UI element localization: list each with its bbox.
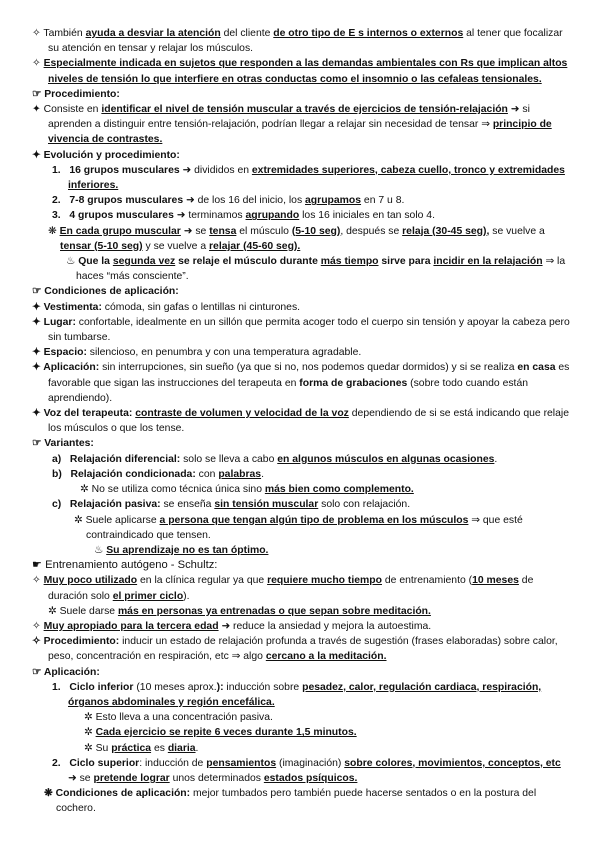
list-item-4-grupos — [42, 208, 570, 223]
item-number: 2. — [52, 195, 61, 207]
note-cada-ejercicio — [32, 725, 570, 740]
heading-evolucion: ✦ Evolución y procedimiento: — [32, 149, 180, 161]
text: (10 meses aprox. — [133, 681, 217, 693]
text: ✦ Voz del terapeuta: — [32, 408, 133, 420]
text: relaja (30-45 seg), — [402, 225, 490, 237]
text: ❋ — [48, 225, 60, 237]
text: . — [494, 453, 498, 465]
text: ✦ Vestimenta: — [32, 301, 102, 313]
text: . — [195, 742, 199, 754]
text: de duración solo — [48, 575, 534, 602]
text: y se vuelve a — [142, 240, 210, 252]
paragraph-espacio — [32, 345, 570, 360]
text: al tener que focalizar su atención en tensar y relajar los músculos. — [48, 28, 563, 55]
text: pensamientos — [206, 757, 277, 769]
note-practica-diaria — [32, 741, 570, 756]
paragraph-condiciones-autogeno — [38, 786, 570, 816]
heading-aplicacion: ☞ Aplicación: — [32, 666, 100, 678]
text: el primer ciclo — [112, 590, 184, 602]
text: ➜ divididos en — [179, 164, 252, 176]
text: ✧ — [32, 620, 44, 632]
paragraph-poco-utilizado — [32, 573, 570, 603]
note-problema-musculos — [38, 513, 570, 543]
list-item-relajacion-pasiva — [42, 497, 570, 512]
text: se enseña — [160, 499, 215, 511]
text: se relaje el músculo durante — [175, 256, 321, 268]
text: práctica — [111, 742, 152, 754]
list-item-relajacion-condicionada — [42, 467, 570, 482]
item-number: 3. — [52, 210, 61, 222]
item-number: 2. — [52, 757, 61, 769]
text: Relajación diferencial: — [69, 453, 181, 465]
text: en 7 u 8. — [361, 195, 405, 207]
text: es favorable que sigan las instrucciones del terapeuta en — [48, 362, 570, 389]
text: ❋ Condiciones de aplicación: — [44, 788, 191, 800]
text: En cada grupo muscular — [59, 225, 181, 237]
text: más en personas ya entrenadas o que sepan sobre meditación. — [117, 605, 431, 617]
paragraph-especialmente-indicada — [32, 56, 570, 86]
text: 10 meses — [472, 575, 519, 587]
text: confortable, idealmente en un sillón que permita acoger todo el cuerpo sin tensión y apoyar la cabeza pero sin tumbarse. — [48, 316, 570, 344]
paragraph-tercera-edad — [32, 619, 570, 634]
text: (5-10 seg) — [291, 225, 341, 237]
text: se vuelve a — [489, 225, 545, 237]
text: Muy apropiado para la tercera edad — [43, 620, 219, 632]
text: contraste de volumen y velocidad de la voz — [135, 408, 349, 420]
text: en la clínica regular ya que — [137, 575, 268, 587]
text: agrupando — [245, 210, 300, 222]
text: ✲ No se utiliza como técnica única sino — [80, 484, 265, 496]
text: , después se — [340, 225, 403, 237]
text: ♨ — [94, 544, 107, 556]
text: ✲ Suele aplicarse — [74, 514, 160, 526]
paragraph-segunda-vez — [32, 254, 570, 284]
text: sirve para — [378, 256, 434, 268]
text: ✧ — [32, 58, 44, 70]
text: ➜ se — [68, 772, 94, 784]
list-item-ciclo-superior — [42, 756, 570, 786]
text: más tiempo — [320, 256, 379, 268]
paragraph-procedimiento-autogeno — [32, 634, 570, 664]
text: requiere mucho tiempo — [267, 575, 382, 587]
paragraph-vestimenta — [32, 300, 570, 315]
text: ➜ de los 16 del inicio, los — [183, 195, 306, 207]
text: pretende lograr — [93, 772, 170, 784]
text: segunda vez — [112, 256, 176, 268]
text: ). — [183, 590, 190, 602]
item-letter: a) — [52, 453, 62, 465]
item-number: 1. — [52, 164, 61, 176]
text: . — [261, 468, 264, 480]
text: silencioso, en penumbra y con una temperatura agradable. — [86, 347, 362, 359]
text: Su aprendizaje no es tan óptimo. — [106, 544, 269, 556]
text: palabras — [218, 468, 262, 480]
text: pesadez, calor, regulación cardiaca, respiración, órganos abdominales y región encefálica. — [68, 681, 542, 708]
text: ✦ Espacio: — [32, 347, 87, 359]
list-item-16-grupos — [42, 163, 570, 193]
text: del cliente — [220, 28, 274, 39]
text: mejor tumbados pero también puede hacerse sentados o en la postura del cochero. — [56, 788, 537, 815]
text: inducción sobre — [223, 681, 303, 693]
text: el músculo — [236, 225, 292, 237]
text: ➜ terminamos — [173, 210, 246, 222]
text: ⇒ que esté contraindicado que tensen. — [86, 514, 523, 541]
text: Que la — [78, 256, 113, 268]
text: (sobre todo cuando están aprendiendo). — [48, 377, 528, 404]
text: en casa — [517, 362, 556, 374]
text: solo se lleva a cabo — [180, 453, 278, 465]
text: dependiendo de si se está indicando que relaje los músculos o que los tense. — [48, 408, 569, 435]
heading-condiciones: ☞ Condiciones de aplicación: — [32, 286, 179, 298]
text: : inducción de — [139, 757, 207, 769]
text: de otro tipo de E s internos o externos — [273, 28, 464, 39]
text: diaria — [167, 742, 196, 754]
text: es — [151, 742, 168, 754]
paragraph-voz-terapeuta — [32, 406, 570, 436]
text: de entrenamiento ( — [381, 575, 473, 587]
heading-variantes: ☞ Variantes: — [32, 438, 94, 450]
text: ✦ Lugar: — [32, 316, 76, 328]
item-number: 1. — [52, 681, 61, 693]
text: identificar el nivel de tensión muscular a través de ejercicios de tensión-relajación — [101, 104, 508, 116]
text: estados psíquicos. — [263, 772, 358, 784]
text: ♨ — [66, 256, 79, 268]
paragraph-desviar-atencion — [32, 26, 570, 56]
text: solo con relajación. — [318, 499, 411, 511]
text: Cada ejercicio se repite 6 veces durante 1,5 minutos. — [95, 727, 357, 739]
text: sin interrupciones, sin sueño (ya que si no, nos podemos quedar dormidos) y si se realiza — [99, 362, 518, 374]
text: (imaginación) — [276, 757, 345, 769]
text: extremidades superiores, cabeza cuello, tronco y extremidades inferiores. — [68, 164, 565, 192]
text: inducir un estado de relajación profunda a través de sugestión (frases elaboradas) sobre calor, peso, concentración en respiración, etc ⇒ algo — [48, 636, 558, 663]
text: Ciclo superior — [69, 757, 140, 769]
text: a persona que tengan algún tipo de problema en los músculos — [159, 514, 469, 526]
text: más bien como complemento. — [264, 484, 414, 496]
text: 16 grupos musculares — [69, 164, 180, 176]
heading-procedimiento: ☞ Procedimiento: — [32, 88, 120, 100]
text: ayuda a desviar la atención — [85, 28, 221, 39]
list-item-7-8-grupos — [42, 193, 570, 208]
text: Especialmente indicada en sujetos que responden a las demandas ambientales con Rs que implican altos niveles de tensión lo que interfiere en otras conductas como el insomnio o las cefaleas tensionales. — [43, 58, 568, 85]
text: principio de vivencia de contrastes. — [48, 119, 552, 146]
text: relajar (45-60 seg). — [209, 240, 301, 252]
text: ✲ Su — [84, 742, 112, 754]
text: ✦ Aplicación: — [32, 362, 100, 374]
text: ): — [216, 681, 224, 693]
list-item-ciclo-inferior — [42, 680, 570, 710]
paragraph-lugar — [32, 315, 570, 345]
text: Relajación condicionada: — [70, 468, 196, 480]
text: agrupamos — [305, 195, 362, 207]
text: Relajación pasiva: — [69, 499, 161, 511]
text: ⇒ la haces “más consciente”. — [76, 256, 566, 283]
text: ✧ También — [32, 28, 86, 39]
text: tensar (5-10 seg) — [60, 240, 143, 252]
text: 4 grupos musculares — [69, 210, 174, 222]
text: ✦ Consiste en — [32, 104, 102, 116]
list-item-relajacion-diferencial — [42, 452, 570, 467]
paragraph-consiste — [32, 102, 570, 148]
text: en algunos músculos en algunas ocasiones — [277, 453, 495, 465]
text: con — [195, 468, 219, 480]
heading-entrenamiento-autogeno: ☛ Entrenamiento autógeno - Schultz: — [32, 559, 218, 572]
text: 7-8 grupos musculares — [69, 195, 184, 207]
text: ➜ reduce la ansiedad y mejora la autoestima. — [218, 620, 432, 632]
text: ✧ Procedimiento: — [32, 636, 120, 648]
text: los 16 iniciales en tan solo 4. — [299, 210, 435, 222]
paragraph-cada-grupo — [38, 224, 570, 254]
text: incidir en la relajación — [433, 256, 543, 268]
text: Ciclo inferior — [69, 681, 134, 693]
text: cómoda, sin gafas o lentillas ni cinturones. — [101, 301, 301, 313]
text: Muy poco utilizado — [43, 575, 138, 587]
text: sobre colores, movimientos, conceptos, etc — [344, 757, 561, 769]
note-complemento — [32, 482, 570, 497]
note-concentracion-pasiva: ✲ Esto lleva a una concentración pasiva. — [84, 712, 273, 724]
text: ➜ si aprenden a distinguir entre tensión-relajación, podrían llegar a relajar sin necesidad de tensar ⇒ — [48, 104, 530, 131]
item-letter: b) — [52, 468, 62, 480]
text: cercano a la meditación. — [265, 651, 387, 663]
item-letter: c) — [52, 499, 62, 511]
note-personas-entrenadas — [32, 604, 570, 619]
text: forma de grabaciones — [299, 377, 408, 389]
text: ✧ — [32, 575, 44, 587]
text: ✲ Suele darse — [48, 605, 118, 617]
text: ✲ — [84, 727, 96, 739]
note-aprendizaje — [32, 543, 570, 558]
text: unos determinados — [169, 772, 264, 784]
text: sin tensión muscular — [214, 499, 319, 511]
paragraph-aplicacion — [32, 360, 570, 406]
text: ➜ se — [180, 225, 210, 237]
text: tensa — [209, 225, 237, 237]
